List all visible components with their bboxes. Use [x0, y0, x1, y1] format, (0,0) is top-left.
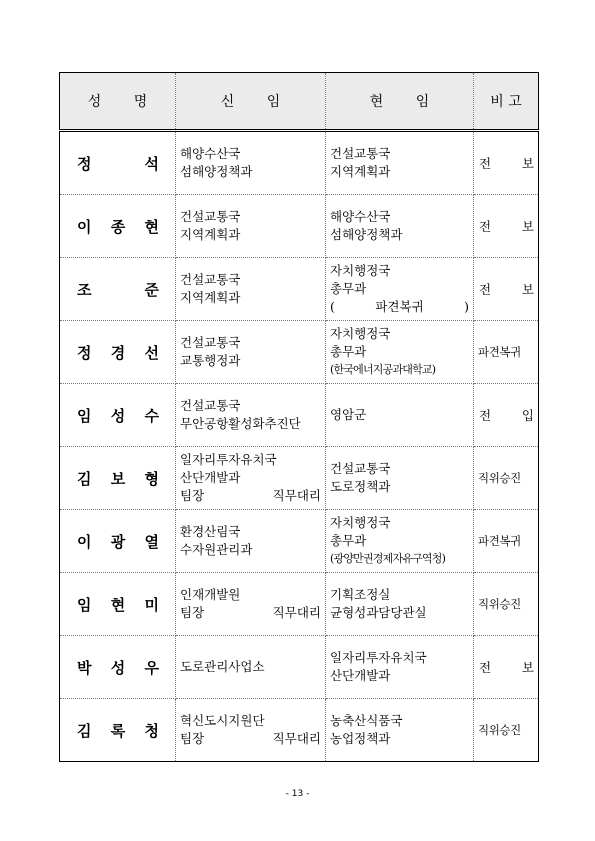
cell-line: 일자리투자유치국 [330, 650, 427, 665]
name-char: 수 [144, 406, 159, 425]
name-char: 우 [144, 658, 159, 677]
new-post-cell [176, 131, 326, 195]
cell-line: 균형성과담당관실 [330, 605, 427, 620]
new-post-cell [176, 195, 326, 258]
name-cell [60, 258, 176, 321]
name-char: 성 [110, 658, 126, 677]
table-header-row [60, 73, 539, 131]
table-row [60, 258, 539, 321]
remark-text: 직위승진 [478, 597, 521, 611]
name-cell [60, 131, 176, 195]
current-post-cell [326, 699, 474, 762]
cell-line: 자치행정국 [330, 515, 391, 530]
name-char: 선 [144, 343, 159, 362]
name-cell [60, 573, 176, 636]
new-post-cell [176, 384, 326, 447]
remarks-cell [474, 573, 539, 636]
table-row [60, 447, 539, 510]
table-row [60, 131, 539, 195]
table-row [60, 384, 539, 447]
table-row [60, 510, 539, 573]
name-char: 준 [144, 280, 159, 299]
cell-line: 건설교통국 [180, 398, 241, 413]
current-post-cell [326, 321, 474, 384]
name-cell [60, 447, 176, 510]
name-char: 김 [77, 721, 92, 740]
name-char: 현 [110, 595, 126, 614]
header-remarks: 비 고 [474, 73, 539, 131]
current-post-cell [326, 258, 474, 321]
cell-line: 섬해양정책과 [180, 164, 253, 179]
remark-text: 전 보 [479, 282, 534, 297]
name-char: 정 [77, 154, 92, 173]
remark-text: 전 입 [479, 408, 534, 423]
new-post-cell [176, 447, 326, 510]
cell-line: 기획조정실 [330, 587, 391, 602]
cell-line: 건설교통국 [180, 209, 241, 224]
name-char: 형 [144, 469, 159, 488]
header-name: 성 명 [60, 73, 176, 131]
cell-line: 도로관리사업소 [180, 659, 265, 674]
cell-line: 총무과 [330, 281, 367, 296]
cell-line: 건설교통국 [330, 461, 391, 476]
table-row [60, 321, 539, 384]
name-cell [60, 321, 176, 384]
name-char: 청 [144, 721, 159, 740]
name-char: 이 [77, 217, 92, 236]
cell-line: 농업정책과 [330, 731, 391, 746]
cell-line: 산단개발과 [330, 668, 391, 683]
current-post-cell [326, 131, 474, 195]
new-post-cell [176, 573, 326, 636]
name-char: 록 [110, 721, 126, 740]
name-char: 석 [144, 154, 159, 173]
remarks-cell [474, 447, 539, 510]
cell-line: (한국에너지공과대학교) [330, 363, 436, 376]
current-post-cell [326, 384, 474, 447]
cell-line: (광양만권경제자유구역청) [330, 552, 446, 565]
name-char: 임 [77, 406, 92, 425]
cell-line: 인재개발원 [180, 587, 241, 602]
remarks-cell [474, 258, 539, 321]
cell-line: ( 파견복귀 ) [330, 299, 469, 314]
table-row [60, 195, 539, 258]
name-char: 종 [110, 217, 126, 236]
name-char: 현 [144, 217, 159, 236]
name-char: 성 [110, 406, 126, 425]
name-char: 김 [77, 469, 92, 488]
cell-line: 혁신도시지원단 [180, 713, 265, 728]
table-row [60, 573, 539, 636]
name-char: 임 [77, 595, 92, 614]
name-cell [60, 699, 176, 762]
name-char: 경 [110, 343, 126, 362]
name-char: 열 [144, 532, 159, 551]
person-name [60, 216, 175, 237]
person-name [60, 279, 175, 300]
person-name [60, 468, 175, 489]
current-post-cell [326, 447, 474, 510]
cell-line: 환경산림국 [180, 524, 241, 539]
cell-line: 총무과 [330, 344, 367, 359]
table-row [60, 636, 539, 699]
cell-line: 도로정책과 [330, 479, 391, 494]
remark-text: 직위승진 [478, 471, 521, 485]
name-char: 정 [77, 343, 92, 362]
cell-line: 총무과 [330, 533, 367, 548]
remarks-cell [474, 510, 539, 573]
name-char: 조 [77, 280, 92, 299]
remarks-cell [474, 195, 539, 258]
cell-line: 수자원관리과 [180, 542, 253, 557]
name-cell [60, 636, 176, 699]
cell-line: 건설교통국 [180, 272, 241, 287]
remarks-cell [474, 636, 539, 699]
page-number: - 13 - [285, 789, 310, 799]
new-post-cell [176, 636, 326, 699]
name-char: 광 [110, 532, 126, 551]
remark-text: 파견복귀 [478, 534, 521, 548]
person-name [60, 720, 175, 741]
cell-line: 자치행정국 [330, 326, 391, 341]
person-name [60, 342, 175, 363]
cell-line: 해양수산국 [330, 209, 391, 224]
cell-line: 팀장 직무대리 [180, 488, 321, 503]
name-char: 박 [77, 658, 92, 677]
name-cell [60, 195, 176, 258]
header-new-post: 신 임 [176, 73, 326, 131]
remark-text: 전 보 [479, 156, 534, 171]
table-row [60, 699, 539, 762]
cell-line: 일자리투자유치국 [180, 452, 277, 467]
current-post-cell [326, 195, 474, 258]
header-current-post: 현 임 [326, 73, 474, 131]
name-char: 보 [110, 469, 126, 488]
cell-line: 농축산식품국 [330, 713, 403, 728]
remarks-cell [474, 699, 539, 762]
cell-line: 섬해양정책과 [330, 227, 403, 242]
cell-line: 자치행정국 [330, 263, 391, 278]
person-name [60, 657, 175, 678]
cell-line: 팀장 직무대리 [180, 605, 321, 620]
name-char: 미 [144, 595, 159, 614]
cell-line: 산단개발과 [180, 470, 241, 485]
new-post-cell [176, 510, 326, 573]
cell-line: 건설교통국 [330, 146, 391, 161]
remark-text: 전 보 [479, 219, 534, 234]
name-cell [60, 510, 176, 573]
remarks-cell [474, 384, 539, 447]
person-name [60, 531, 175, 552]
current-post-cell [326, 636, 474, 699]
remarks-cell [474, 321, 539, 384]
cell-line: 지역계획과 [330, 164, 391, 179]
remark-text: 전 보 [479, 660, 534, 675]
personnel-table [59, 72, 539, 762]
cell-line: 건설교통국 [180, 335, 241, 350]
new-post-cell [176, 321, 326, 384]
new-post-cell [176, 258, 326, 321]
remark-text: 파견복귀 [478, 345, 521, 359]
cell-line: 영암군 [330, 407, 367, 422]
cell-line: 무안공항활성화추진단 [180, 416, 301, 431]
current-post-cell [326, 510, 474, 573]
remark-text: 직위승진 [478, 723, 521, 737]
current-post-cell [326, 573, 474, 636]
cell-line: 해양수산국 [180, 146, 241, 161]
cell-line: 팀장 직무대리 [180, 731, 321, 746]
new-post-cell [176, 699, 326, 762]
cell-line: 지역계획과 [180, 227, 241, 242]
name-char: 이 [77, 532, 92, 551]
person-name [60, 594, 175, 615]
name-cell [60, 384, 176, 447]
person-name [60, 405, 175, 426]
cell-line: 지역계획과 [180, 290, 241, 305]
person-name [60, 153, 175, 174]
remarks-cell [474, 131, 539, 195]
cell-line: 교통행정과 [180, 353, 241, 368]
